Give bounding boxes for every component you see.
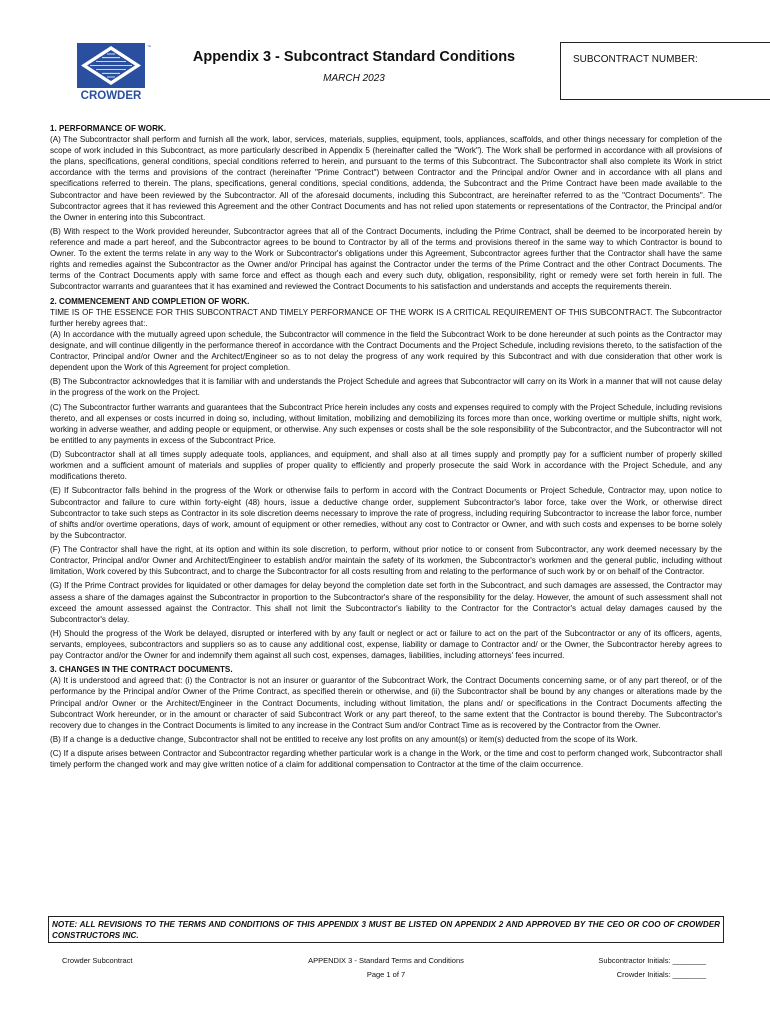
section-heading: 1. PERFORMANCE OF WORK. bbox=[50, 124, 167, 133]
revision-note: NOTE: ALL REVISIONS TO THE TERMS AND CONDITIONS OF THIS APPENDIX 3 MUST BE LISTED ON APPENDIX 2 AND APPROVED BY THE CEO OR COO OF CROWDER CONSTRUCTORS INC. bbox=[48, 916, 724, 943]
paragraph: (C) The Subcontractor further warrants and guarantees that the Subcontract Price herein includes any costs and expenses required to comply with the Project Schedule, including revisions thereto, and all expenses or costs incurred in doing so, including, without limitation, mobilizing and demobilizing its forces more than once, working overtime or multiple shifts, night work, working in adverse weather, and adding people or equipment, or otherwise. Any such expenses or costs shall be the sole responsibility of the Subcontractor, and the Subcontractor will not be entitled to any payments in excess of the Subcontract Price. bbox=[50, 402, 722, 445]
subcontractor-initials: Subcontractor Initials: ________ bbox=[598, 956, 706, 965]
paragraph: (E) If Subcontractor falls behind in the progress of the Work or otherwise fails to perform in accord with the Contract Documents or Project Schedule, Contractor may, upon notice to Subcontractor and failure to cure within forty-eight (48) hours, issue a deductive change order, supplement Subcontractor's labor force, take over the Work, or otherwise direct Subcontractor to take such steps as Contractor in its sole discretion deems necessary to improve the rate of progress, including requiring Subcontractor to increase the labor force, number of shifts and/or overtime operations, days of work, amount of equipment or other remedies, without any cost to Contractor or Owner, and with such costs and expenses to be borne solely by the Subcontractor. bbox=[50, 486, 722, 540]
paragraph: (A) It is understood and agreed that: (i) the Contractor is not an insurer or guarantor of the Subcontract Work, the Contract Documents concerning same, or of any part thereof, or of the performance by the Principal and/or Owner of the Prime Contract, as specified therein or otherwise, and (ii) the Subcontractor shall be bound by any changes or alterations made by the Principal and/or Owner or the Architect/Engineer in the Contract Documents, including without limitation, the plans and/ or specifications in the Contract Documents affecting the Subcontract Work hereunder, or in the amount or character of said Subcontract Work or any part thereof, to the same extent that the Contractor is bound thereby. The Subcontractor's recovery due to changes in the Contract Documents is limited to any increase in the Contract Sum and/or Contract Time as is recovered by the Contractor from the Owner. bbox=[50, 676, 722, 730]
document-header bbox=[70, 42, 730, 104]
footer-center: APPENDIX 3 - Standard Terms and Conditions bbox=[308, 956, 464, 965]
paragraph: (C) If a dispute arises between Contractor and Subcontractor regarding whether particular work is a change in the Work, or the time and cost to perform changed work, Subcontractor shall timely perform the changed work and may give written notice of a claim for additional compensation to Contractor at the time of the claim occurrence. bbox=[50, 749, 722, 770]
paragraph: (B) The Subcontractor acknowledges that it is familiar with and understands the Project Schedule and agrees that Subcontractor will carry on its Work in a manner that will not cause delay in the progress of the work on the Project. bbox=[50, 377, 722, 398]
paragraph: (G) If the Prime Contract provides for liquidated or other damages for delay beyond the completion date set forth in the Subcontract, and such damages are assessed, the Contractor may assess a share of the damages against the Subcontractor in proportion to the Subcontractor's share of the responsibility for the delay. However, the amount of such assessment shall not exceed the amount assessed against the Contractor. This shall not limit the Subcontractor's liability to the Contractor for the Contractor's actual delay damages caused by the Subcontractor's delay. bbox=[50, 581, 722, 624]
crowder-logo bbox=[70, 42, 152, 102]
page-title: Appendix 3 - Subcontract Standard Conditions bbox=[192, 49, 516, 65]
subcontract-number-box bbox=[560, 42, 770, 100]
footer-left: Crowder Subcontract bbox=[62, 956, 133, 965]
page-number: Page 1 of 7 bbox=[366, 970, 406, 979]
paragraph: (A) The Subcontractor shall perform and furnish all the work, labor, services, materials, supplies, equipment, tools, appliances, scaffolds, and other things necessary for completion of the scope of work included in this Subcontract, as more particularly described in Appendix 5 (hereinafter called the "Work"). The Work shall be performed in accordance with all provisions of the plans, specifications, general conditions, special conditions referred to herein, and pursuant to the terms of this Subcontract. The Subcontractor shall also complete its Work in strict accordance with the terms and provisions of the contract (hereinafter "Prime Contract") between Contractor and the Principal and/or Owner and in accordance with all plans and specifications referred to therein. The plans, specifications, general conditions, special conditions, addenda, the Subcontract and the Prime Contract have been made available to the Subcontractor and have been reviewed by the Subcontractor. All of the aforesaid documents, including this Subcontract, are hereinafter referred to as the "Contract Documents". The Subcontractor agrees that it has reviewed this Agreement and the other Contract Documents and has not relied upon statements or representations of the Contractor, the Principal and/or the Owner in entering into this Subcontract. bbox=[50, 135, 722, 222]
paragraph: (H) Should the progress of the Work be delayed, disrupted or interfered with by any fault or neglect or act or failure to act on the part of the Subcontractor or any of its officers, agents, servants, employees, subcontractors and suppliers so as to cause any additional cost, expense, liability or damage to Contractor and/ or the Owner, the Subcontractor hereby agrees to pay Contractor and/or the Owner for and indemnify them against all such cost, expenses, damages, liabilities, including attorneys' fees incurred. bbox=[50, 628, 722, 661]
section-heading: 2. COMMENCEMENT AND COMPLETION OF WORK. bbox=[50, 296, 250, 306]
subcontract-number-label: SUBCONTRACT NUMBER: bbox=[573, 54, 698, 65]
paragraph: (B) If a change is a deductive change, Subcontractor shall not be entitled to receive any lost profits on any amount(s) or item(s) deducted from the scope of its Work. bbox=[50, 734, 638, 744]
paragraph: (A) In accordance with the mutually agreed upon schedule, the Subcontractor will commence in the field the Subcontract Work to be done hereunder at such points as the Contractor may designate, and will continue diligently in the performance thereof in accordance with the Contract Documents and the Project Schedule, including revisions thereto, to the satisfaction of the Contractor, Principal and/or Owner and the Architect/Engineer so as to not delay the progress of any work required by this Subcontract and with due consideration that other work is dependent upon the Work of this Agreement for project completion. bbox=[50, 329, 722, 373]
section-heading: 3. CHANGES IN THE CONTRACT DOCUMENTS. bbox=[50, 665, 233, 675]
crowder-initials: Crowder Initials: ________ bbox=[616, 970, 706, 979]
paragraph: TIME IS OF THE ESSENCE FOR THIS SUBCONTRACT AND TIMELY PERFORMANCE OF THE WORK IS A CRITICAL REQUIREMENT OF THIS SUBCONTRACT. The Subcontractor further hereby agrees that:. bbox=[50, 307, 722, 328]
paragraph: (F) The Contractor shall have the right, at its option and within its sole discretion, to perform, without prior notice to or consent from Subcontractor, any work deemed necessary by the Contractor, Principal and/or Owner and Architect/Engineer to establish and/or maintain the safety of its workmen, the Subcontractor's workmen and the general public, including without limitation, Work covered by this Subcontract, and to charge the Subcontractor for all costs resulting from and relating to the performance of such work by or on behalf of the Contractor. bbox=[50, 545, 722, 577]
title-block bbox=[170, 48, 538, 84]
svg-text:CROWDER: CROWDER bbox=[80, 90, 142, 102]
document-body bbox=[50, 123, 722, 773]
svg-text:™: ™ bbox=[147, 44, 151, 49]
paragraph: (B) With respect to the Work provided hereunder, Subcontractor agrees that all of the Contract Documents, including the Prime Contract, shall be deemed to be incorporated herein by reference and made a part hereof, and the Subcontractor agrees to be bound to Contractor by all of the terms and provisions thereof in the same way to which Contractor is bound to Owner. To the extent the terms relate in any way to the Work or Subcontractor's obligations under this Agreement, Subcontractor agrees further that the Contractor shall have the same rights and remedies against the Subcontractor as the Owner and/or Principal has against the Contractor under the terms of the Prime Contract and the other Contract Documents. The terms of the Contract Documents apply with same force and effect as though each and every such duty, obligation, responsibility, right or remedy were set forth herein in full. The Subcontractor warrants and guarantees that it has examined and reviewed the Contract Documents to his satisfaction and understands and accepts the requirements therein. bbox=[50, 226, 722, 292]
paragraph: (D) Subcontractor shall at all times supply adequate tools, appliances, and equipment, and shall also at all times supply and promptly pay for a sufficient number of properly skilled workmen and a sufficient amount of materials and supplies of proper quality to efficiently and properly prosecute the said Work in accordance with the Project Schedule, and any modifications thereto. bbox=[50, 450, 722, 482]
document-date: MARCH 2023 bbox=[323, 73, 385, 84]
